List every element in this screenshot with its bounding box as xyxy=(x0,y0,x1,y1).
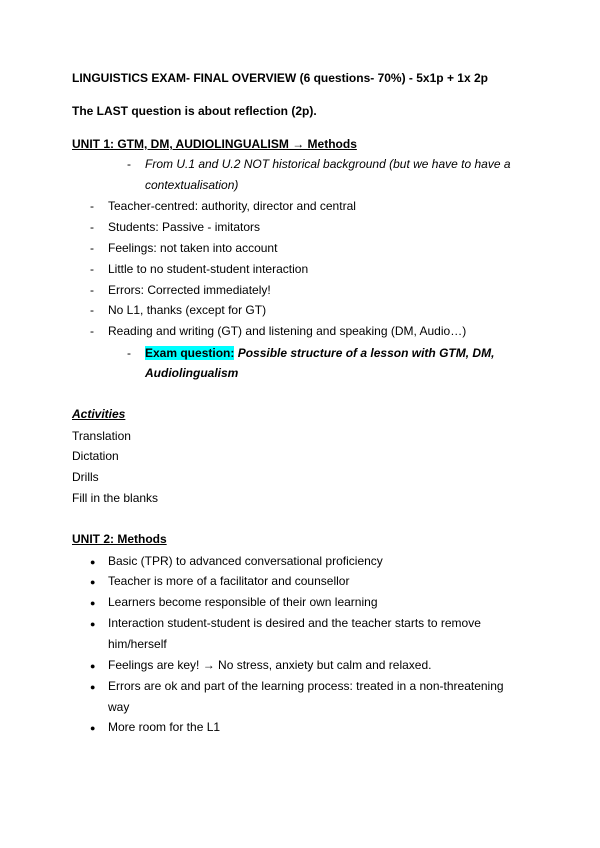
dash-marker: - xyxy=(127,157,131,171)
list-item-text: Teacher is more of a facilitator and counsellor xyxy=(108,574,350,588)
activity-item: Dictation xyxy=(72,449,119,463)
list-item-text: Little to no student-student interaction xyxy=(108,262,309,276)
dash-marker: - xyxy=(90,283,94,297)
unit2-heading: UNIT 2: Methods xyxy=(72,532,167,546)
dash-marker: - xyxy=(127,346,131,360)
bullet-marker: ● xyxy=(90,682,96,692)
dash-marker: - xyxy=(90,220,94,234)
list-item-text: Errors: Corrected immediately! xyxy=(108,283,271,297)
activity-item: Drills xyxy=(72,470,99,484)
list-item-text: him/herself xyxy=(108,637,167,651)
exam-question-text-line2: Audiolingualism xyxy=(145,366,239,380)
list-item-text: More room for the L1 xyxy=(108,720,221,734)
activities-heading: Activities xyxy=(72,407,126,421)
unit1-heading: UNIT 1: GTM, DM, AUDIOLINGUALISM → Methods xyxy=(72,137,357,151)
list-item-text: way xyxy=(108,700,130,714)
list-item-text: No L1, thanks (except for GT) xyxy=(108,303,267,317)
dash-marker: - xyxy=(90,199,94,213)
unit1-note-line1: From U.1 and U.2 NOT historical background (but we have to have a xyxy=(145,157,511,171)
list-item-text: Feelings: not taken into account xyxy=(108,241,278,255)
bullet-marker: ● xyxy=(90,577,96,587)
list-item-text: Interaction student-student is desired and the teacher starts to remove xyxy=(108,616,481,630)
bullet-marker: ● xyxy=(90,619,96,629)
list-item-text: Feelings are key! → No stress, anxiety but calm and relaxed. xyxy=(108,658,432,672)
dash-marker: - xyxy=(90,241,94,255)
activity-item: Translation xyxy=(72,429,131,443)
dash-marker: - xyxy=(90,303,94,317)
bullet-marker: ● xyxy=(90,661,96,671)
bullet-marker: ● xyxy=(90,723,96,733)
list-item-text: Students: Passive - imitators xyxy=(108,220,261,234)
dash-marker: - xyxy=(90,262,94,276)
activity-item: Fill in the blanks xyxy=(72,491,159,505)
list-item-text: Reading and writing (GT) and listening and speaking (DM, Audio…) xyxy=(108,324,467,338)
list-item-text: Learners become responsible of their own learning xyxy=(108,595,378,609)
list-item-text: Basic (TPR) to advanced conversational proficiency xyxy=(108,554,383,568)
document-subtitle: The LAST question is about reflection (2p). xyxy=(72,104,317,118)
dash-marker: - xyxy=(90,324,94,338)
bullet-marker: ● xyxy=(90,557,96,567)
document-title: LINGUISTICS EXAM- FINAL OVERVIEW (6 questions- 70%) - 5x1p + 1x 2p xyxy=(72,71,488,85)
list-item-text: Teacher-centred: authority, director and central xyxy=(108,199,356,213)
list-item-text: Errors are ok and part of the learning process: treated in a non-threatening xyxy=(108,679,504,693)
unit1-note-line2: contextualisation) xyxy=(145,178,239,192)
exam-question-text: Possible structure of a lesson with GTM, DM, xyxy=(234,346,495,360)
bullet-marker: ● xyxy=(90,598,96,608)
exam-question-label: Exam question: xyxy=(145,346,235,360)
